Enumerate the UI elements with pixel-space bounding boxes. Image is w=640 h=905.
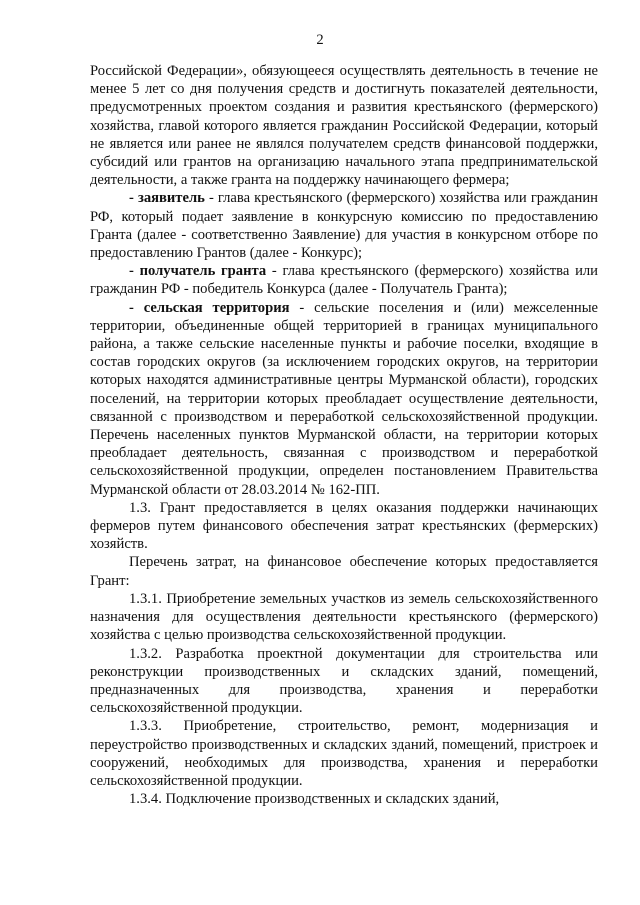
paragraph-1-3-3: 1.3.3. Приобретение, строительство, ремонт, модернизация и переустройство производственных и складских зданий, помещений, пристроек и сооружений, необходимых для производства, хранения и переработки сельскохозяйственной продукции.: [90, 718, 598, 789]
term-lead: -: [129, 190, 138, 207]
definition-applicant: [90, 189, 598, 262]
definition-text: - глава крестьянского (фермерского) хозяйства или гражданин РФ, который подает заявление в конкурсную комиссию по предоставлению Гранта (далее - соответственно Заявление) для участия в конкурсном отборе по предоставлению Грантов (далее - Конкурс);: [90, 190, 598, 262]
term-lead: -: [129, 299, 144, 316]
document-body: [90, 62, 598, 808]
paragraph-1-3-1: 1.3.1. Приобретение земельных участков из земель сельскохозяйственного назначения для осуществления деятельности крестьянского (фермерского) хозяйства с целью производства сельскохозяйственной продукции.: [90, 590, 598, 644]
definition-text: - сельские поселения и (или) межселенные территории, объединенные общей территорией в границах муниципального района, а также сельские населенные пункты и рабочие поселки, входящие в состав городских округов (за исключением городских округов, на территории которых находятся административные центры Мурманской области), городских поселений, на территории которых преобладает осуществление деятельности, связанной с производством и переработкой сельскохозяйственной продукции. Перечень населенных пунктов Мурманской области, на территории которых преобладает деятельность, связанная с производством и переработкой сельскохозяйственной продукции, определен постановлением Правительства Мурманской области от 28.03.2014 № 162-ПП.: [90, 299, 599, 498]
term-lead: -: [129, 263, 140, 280]
term-rural-territory: сельская территория: [143, 299, 290, 316]
paragraph-continuation: Российской Федерации», обязующееся осуществлять деятельность в течение не менее 5 лет со дня получения средств и достигнуть показателей деятельности, предусмотренных проектом создания и развития крестьянского (фермерского) хозяйства, главой которого является гражданин Российской Федерации, который не является или ранее не являлся получателем средств финансовой поддержки, субсидий или грантов на организацию начального этапа предпринимательской деятельности, а также гранта на поддержку начинающего фермера;: [90, 63, 598, 189]
paragraph-expenses-list-intro: Перечень затрат, на финансовое обеспечение которых предоставляется Грант:: [90, 554, 598, 589]
paragraph-1-3-4: 1.3.4. Подключение производственных и складских зданий,: [129, 791, 500, 808]
paragraph-1-3-2: 1.3.2. Разработка проектной документации для строительства или реконструкции производственных и складских зданий, помещений, предназначенных для производства, хранения и переработки сельскохозяйственной продукции.: [90, 645, 598, 717]
paragraph-1-3: 1.3. Грант предоставляется в целях оказания поддержки начинающих фермеров путем финансового обеспечения затрат крестьянских (фермерских) хозяйств.: [90, 499, 598, 553]
definition-grant-recipient: [90, 262, 598, 298]
page-number: 2: [316, 32, 324, 48]
definition-text: - глава крестьянского (фермерского) хозяйства или гражданин РФ - победитель Конкурса (далее - Получатель Гранта);: [90, 263, 598, 298]
definition-rural-territory: [90, 299, 598, 499]
term-applicant: заявитель: [137, 190, 205, 207]
term-grant-recipient: получатель гранта: [139, 263, 267, 280]
